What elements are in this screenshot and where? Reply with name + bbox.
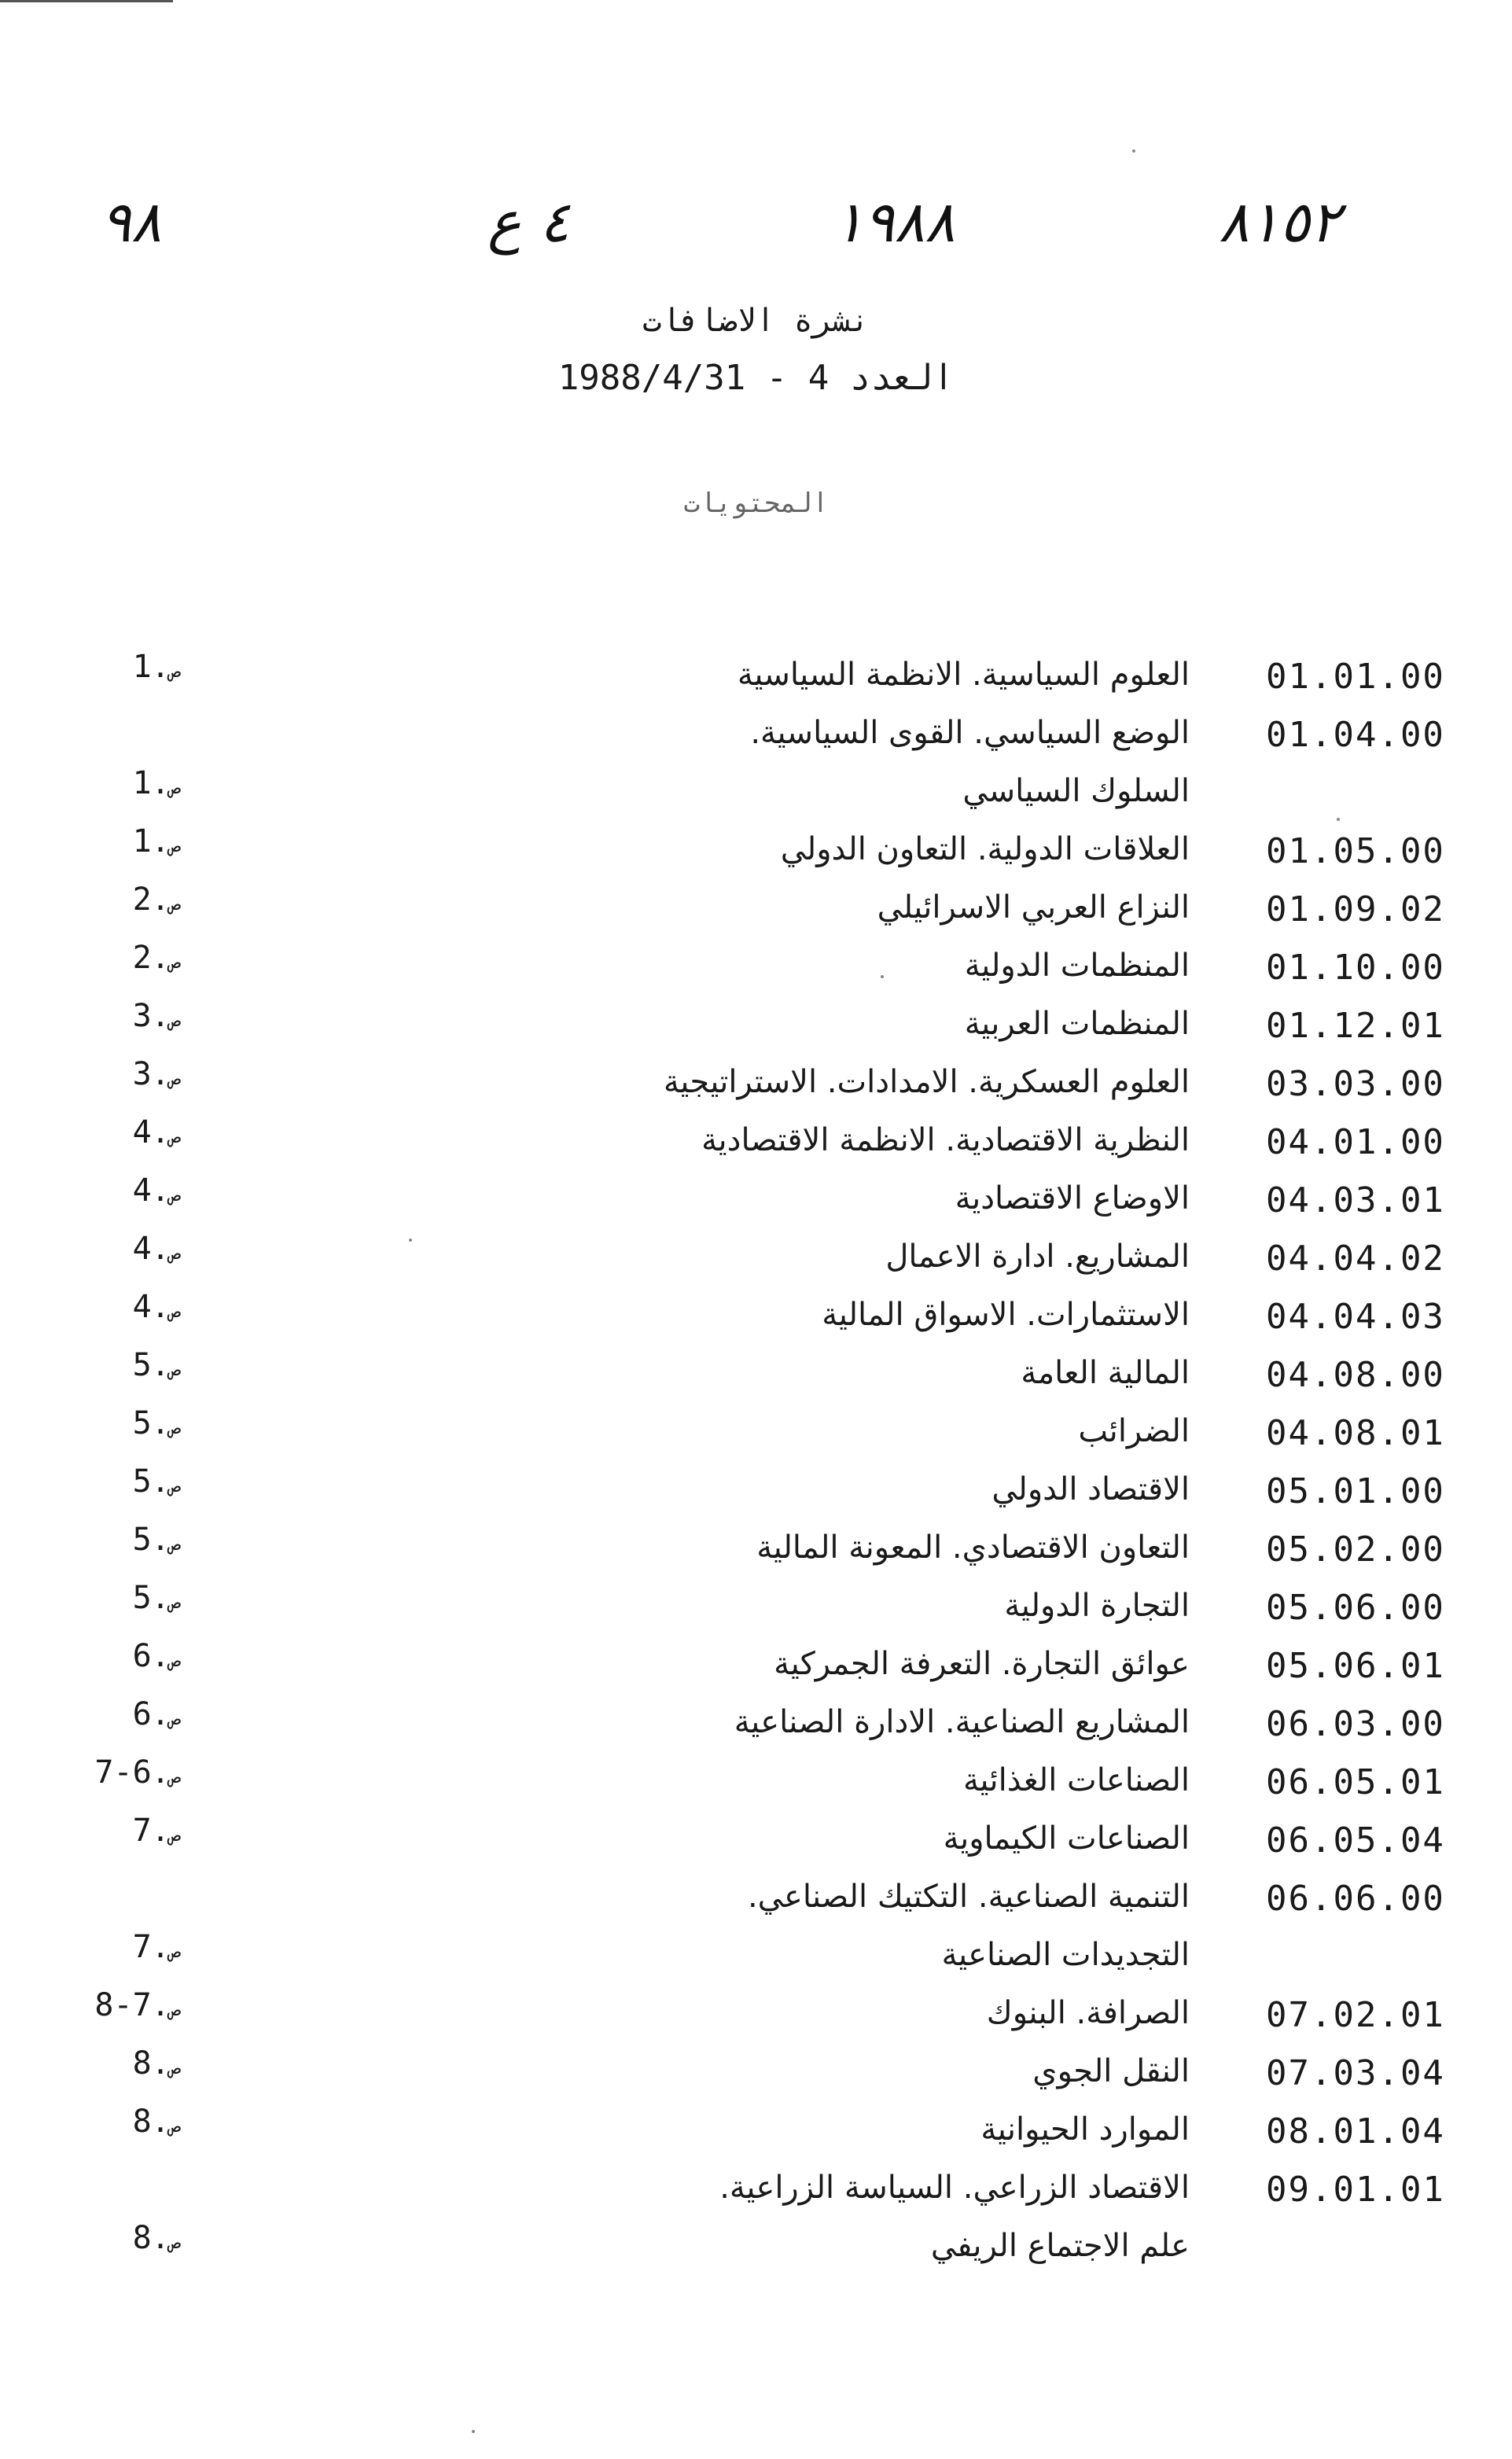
toc-subject: النقل الجوي — [1032, 2053, 1190, 2089]
toc-row — [0, 2220, 1512, 2286]
toc-row — [0, 1289, 1512, 1355]
toc-page-dot: . — [151, 1290, 170, 1324]
toc-page-number: 2 — [132, 882, 152, 918]
toc-subject: العلاقات الدولية. التعاون الدولي — [780, 831, 1190, 867]
toc-code: 09.01.01 — [1266, 2170, 1445, 2210]
toc-page-ref — [47, 1114, 181, 1150]
toc-row — [0, 1172, 1512, 1239]
toc-page-dot: . — [151, 1406, 170, 1441]
toc-page-prefix: ص — [169, 1416, 181, 1438]
toc-page-number: 5 — [132, 1522, 152, 1558]
handwritten-year: ١٩٨٨ — [833, 189, 955, 255]
toc-subject: العلوم العسكرية. الامدادات. الاستراتيجية — [663, 1064, 1190, 1100]
toc-page-number: 1 — [132, 823, 152, 860]
toc-page-prefix: ص — [169, 1358, 181, 1380]
toc-subject: المنظمات الدولية — [964, 948, 1190, 984]
toc-page-number: 3 — [132, 998, 152, 1034]
toc-subject: التجارة الدولية — [1004, 1588, 1190, 1624]
scan-speck — [1132, 149, 1135, 153]
toc-page-number: 7 — [132, 1929, 152, 1965]
toc-code: 01.09.02 — [1266, 889, 1445, 929]
toc-page-prefix: ص — [169, 1824, 181, 1846]
toc-page-number: 4 — [132, 1231, 152, 1267]
toc-page-ref — [47, 1580, 181, 1616]
handwritten-corner-number: ٩٨ — [101, 189, 162, 255]
toc-page-prefix: ص — [169, 951, 181, 973]
toc-page-ref — [47, 1754, 181, 1791]
table-of-contents — [0, 649, 1512, 2286]
toc-page-ref — [47, 2220, 181, 2256]
toc-page-dot: . — [151, 1348, 170, 1382]
toc-code: 01.04.00 — [1266, 715, 1445, 755]
toc-page-prefix: ص — [169, 776, 181, 798]
toc-page-dot: . — [151, 766, 170, 801]
toc-page-dot: . — [151, 1173, 170, 1208]
toc-subject: علم الاجتماع الريفي — [930, 2228, 1190, 2264]
toc-page-ref — [47, 1463, 181, 1500]
toc-page-number: 5 — [132, 1405, 152, 1441]
scan-speck — [472, 2430, 475, 2433]
toc-subject: الاوضاع الاقتصادية — [955, 1180, 1190, 1217]
toc-code: 06.03.00 — [1266, 1704, 1445, 1744]
toc-page-prefix: ص — [169, 834, 181, 856]
toc-row — [0, 765, 1512, 831]
toc-page-dot: . — [151, 824, 170, 859]
toc-page-number: 1 — [132, 649, 152, 685]
toc-subject: السلوك السياسي — [962, 773, 1190, 809]
toc-page-ref — [47, 1172, 181, 1209]
toc-page-prefix: ص — [169, 1242, 181, 1264]
contents-title: المحتويات — [683, 488, 829, 519]
toc-subject: الاقتصاد الدولي — [991, 1471, 1190, 1507]
toc-page-number: 2 — [132, 940, 152, 976]
toc-page-ref — [47, 2045, 181, 2082]
toc-row — [0, 823, 1512, 889]
toc-subject: الاقتصاد الزراعي. السياسة الزراعية. — [719, 2170, 1190, 2206]
toc-page-prefix: ص — [169, 1533, 181, 1555]
toc-page-dot: . — [151, 1697, 170, 1732]
toc-code: 04.04.03 — [1266, 1297, 1445, 1337]
toc-page-prefix: ص — [169, 1474, 181, 1496]
toc-page-number: 7 — [132, 1813, 152, 1849]
toc-row — [0, 2045, 1512, 2111]
toc-page-number: 3 — [132, 1056, 152, 1092]
toc-code: 07.03.04 — [1266, 2053, 1445, 2093]
toc-page-prefix: ص — [169, 1940, 181, 1962]
toc-subject: الاستثمارات. الاسواق المالية — [822, 1297, 1190, 1333]
toc-page-ref — [47, 1987, 181, 2023]
toc-page-ref — [47, 649, 181, 685]
toc-page-dot: . — [151, 2221, 170, 2255]
toc-code: 04.08.01 — [1266, 1413, 1445, 1453]
toc-code: 01.12.01 — [1266, 1006, 1445, 1046]
toc-page-dot: . — [151, 1522, 170, 1557]
toc-page-prefix: ص — [169, 1009, 181, 1031]
toc-page-number: 6 — [132, 1638, 152, 1674]
toc-page-prefix: ص — [169, 1067, 181, 1089]
toc-page-dot: . — [151, 1930, 170, 1964]
toc-row — [0, 1463, 1512, 1530]
toc-page-number: 6 — [132, 1696, 152, 1732]
scan-speck — [1337, 818, 1340, 821]
toc-page-ref — [47, 940, 181, 976]
toc-subject: النظرية الاقتصادية. الانظمة الاقتصادية — [701, 1122, 1190, 1158]
toc-subject: النزاع العربي الاسرائيلي — [877, 889, 1190, 926]
issue-line: العدد 4 - 1988/4/31 — [557, 358, 955, 398]
scan-artifact-line — [0, 0, 173, 2]
toc-page-number: 4 — [132, 1289, 152, 1325]
handwritten-reference-number: ٨١٥٢ — [1219, 189, 1341, 255]
toc-code: 08.01.04 — [1266, 2111, 1445, 2152]
toc-subject: العلوم السياسية. الانظمة السياسية — [737, 657, 1190, 693]
toc-page-number: 4 — [132, 1172, 152, 1209]
toc-page-dot: . — [151, 882, 170, 917]
toc-subject: التجديدات الصناعية — [941, 1937, 1190, 1973]
toc-page-dot: . — [151, 1057, 170, 1091]
toc-page-number: 5 — [132, 1463, 152, 1500]
toc-subject: التعاون الاقتصادي. المعونة المالية — [756, 1530, 1190, 1566]
toc-row — [0, 715, 1512, 773]
toc-code: 04.01.00 — [1266, 1122, 1445, 1162]
toc-row — [0, 1347, 1512, 1413]
toc-page-ref — [47, 882, 181, 918]
toc-page-ref — [47, 1289, 181, 1325]
toc-page-number: 8 — [132, 2104, 152, 2140]
toc-subject: الموارد الحيوانية — [980, 2111, 1190, 2148]
toc-page-prefix: ص — [169, 2115, 181, 2137]
toc-row — [0, 1929, 1512, 1995]
toc-page-prefix: ص — [169, 893, 181, 915]
toc-page-ref — [47, 1056, 181, 1092]
toc-page-number: 8 — [132, 2220, 152, 2256]
toc-subject: الصرافة. البنوك — [986, 1995, 1190, 2031]
toc-page-dot: . — [151, 650, 170, 684]
toc-row — [0, 1405, 1512, 1471]
toc-page-ref — [47, 1347, 181, 1383]
scan-speck — [409, 1239, 412, 1242]
toc-page-dot: . — [151, 1464, 170, 1499]
toc-code: 05.06.00 — [1266, 1588, 1445, 1628]
toc-page-number: 7-6 — [94, 1754, 152, 1791]
toc-page-dot: . — [151, 999, 170, 1033]
toc-row — [0, 1522, 1512, 1588]
toc-page-ref — [47, 1813, 181, 1849]
toc-row — [0, 649, 1512, 715]
toc-page-dot: . — [151, 1581, 170, 1615]
toc-page-prefix: ص — [169, 1125, 181, 1147]
toc-code: 05.02.00 — [1266, 1530, 1445, 1570]
toc-page-dot: . — [151, 941, 170, 975]
toc-row — [0, 1987, 1512, 2053]
toc-row — [0, 1580, 1512, 1646]
toc-subject: المشاريع الصناعية. الادارة الصناعية — [734, 1704, 1190, 1740]
toc-page-ref — [47, 1696, 181, 1732]
toc-page-ref — [47, 1522, 181, 1558]
toc-subject: الضرائب — [1078, 1413, 1190, 1449]
toc-code: 03.03.00 — [1266, 1064, 1445, 1104]
bulletin-title: نشرة الاضافات — [642, 303, 870, 339]
toc-code: 04.04.02 — [1266, 1239, 1445, 1279]
toc-row — [0, 1754, 1512, 1820]
toc-page-dot: . — [151, 2104, 170, 2139]
toc-page-ref — [47, 2104, 181, 2140]
toc-row — [0, 1056, 1512, 1122]
toc-page-dot: . — [151, 1639, 170, 1673]
toc-page-prefix: ص — [169, 660, 181, 682]
toc-row — [0, 1638, 1512, 1704]
toc-page-prefix: ص — [169, 2056, 181, 2078]
toc-row — [0, 1879, 1512, 1937]
toc-page-number: 8 — [132, 2045, 152, 2082]
toc-page-number: 4 — [132, 1114, 152, 1150]
toc-code: 01.01.00 — [1266, 657, 1445, 697]
toc-page-ref — [47, 998, 181, 1034]
toc-page-prefix: ص — [169, 2231, 181, 2253]
toc-subject: الوضع السياسي. القوى السياسية. — [750, 715, 1190, 751]
toc-page-dot: . — [151, 1755, 170, 1790]
toc-page-prefix: ص — [169, 1649, 181, 1671]
toc-code: 06.06.00 — [1266, 1879, 1445, 1919]
toc-subject: المشاريع. ادارة الاعمال — [885, 1239, 1190, 1275]
toc-subject: التنمية الصناعية. التكتيك الصناعي. — [747, 1879, 1190, 1915]
toc-page-prefix: ص — [169, 1300, 181, 1322]
toc-code: 07.02.01 — [1266, 1995, 1445, 2035]
toc-subject: الصناعات الكيماوية — [943, 1820, 1190, 1857]
toc-page-dot: . — [151, 1231, 170, 1266]
scan-speck — [881, 975, 884, 978]
toc-code: 06.05.04 — [1266, 1820, 1445, 1861]
toc-page-ref — [47, 823, 181, 860]
toc-row — [0, 2170, 1512, 2228]
toc-page-dot: . — [151, 1813, 170, 1848]
toc-page-prefix: ص — [169, 1591, 181, 1613]
toc-code: 04.03.01 — [1266, 1180, 1445, 1220]
toc-page-prefix: ص — [169, 1183, 181, 1206]
toc-page-number: 8-7 — [94, 1987, 152, 2023]
toc-page-ref — [47, 1638, 181, 1674]
toc-page-number: 1 — [132, 765, 152, 801]
toc-row — [0, 2104, 1512, 2170]
toc-page-ref — [47, 1231, 181, 1267]
toc-code: 05.06.01 — [1266, 1646, 1445, 1686]
toc-subject: عوائق التجارة. التعرفة الجمركية — [774, 1646, 1190, 1682]
toc-page-dot: . — [151, 1988, 170, 2023]
toc-row — [0, 1114, 1512, 1180]
toc-subject: الصناعات الغذائية — [962, 1762, 1190, 1798]
toc-code: 01.05.00 — [1266, 831, 1445, 871]
toc-code: 06.05.01 — [1266, 1762, 1445, 1802]
toc-subject: المنظمات العربية — [964, 1006, 1190, 1042]
toc-code: 04.08.00 — [1266, 1355, 1445, 1395]
toc-row — [0, 940, 1512, 1006]
toc-code: 01.10.00 — [1266, 948, 1445, 988]
toc-page-prefix: ص — [169, 1707, 181, 1729]
toc-row — [0, 998, 1512, 1064]
toc-row — [0, 882, 1512, 948]
toc-page-ref — [47, 765, 181, 801]
toc-page-number: 5 — [132, 1580, 152, 1616]
handwritten-issue-mark: ٤ ع — [487, 189, 570, 255]
toc-subject: المالية العامة — [1021, 1355, 1190, 1391]
toc-page-ref — [47, 1929, 181, 1965]
toc-page-prefix: ص — [169, 1765, 181, 1787]
toc-row — [0, 1813, 1512, 1879]
toc-code: 05.01.00 — [1266, 1471, 1445, 1511]
toc-row — [0, 1231, 1512, 1297]
toc-page-dot: . — [151, 2046, 170, 2081]
toc-page-number: 5 — [132, 1347, 152, 1383]
toc-page-prefix: ص — [169, 1998, 181, 2020]
toc-row — [0, 1696, 1512, 1762]
toc-page-ref — [47, 1405, 181, 1441]
toc-page-dot: . — [151, 1115, 170, 1150]
